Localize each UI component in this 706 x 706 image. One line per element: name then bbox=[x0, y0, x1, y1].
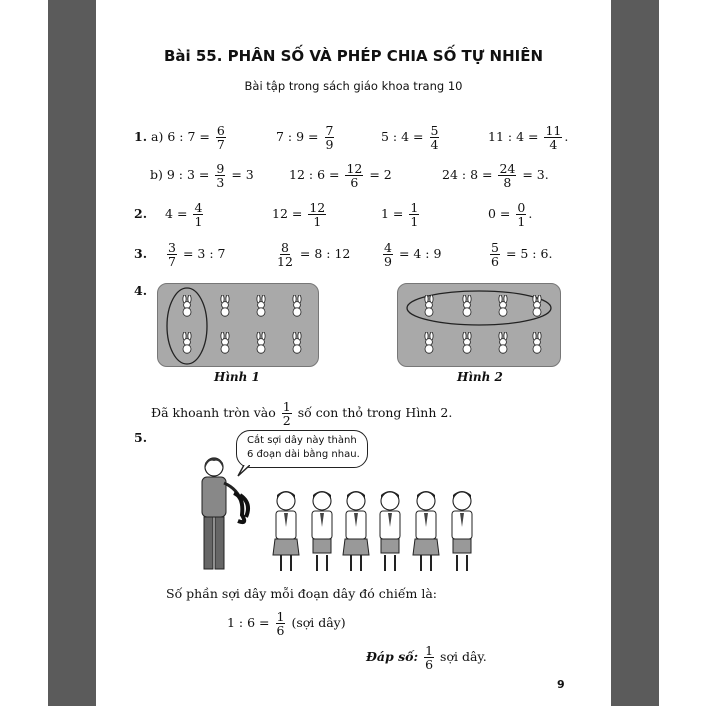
fraction: $\frac{3}{7}$ bbox=[168, 240, 176, 270]
equation-1a-2: 7 : 9 = $\frac{7}{9}$ bbox=[276, 123, 334, 153]
equation-3-4: $\frac{5}{6}$ = 5 : 6. bbox=[491, 240, 553, 270]
fraction: $\frac{1}{6}$ bbox=[276, 609, 285, 639]
equation-2-2: 12 = $\frac{12}{1}$ bbox=[272, 200, 326, 230]
equation-1a-1-lhs: 6 : 7 = bbox=[167, 129, 210, 145]
speech-bubble: Cắt sợi dây này thành 6 đoạn dài bằng nhau. bbox=[236, 430, 368, 468]
page-number: 9 bbox=[557, 678, 565, 691]
exercise-1a-row bbox=[134, 124, 228, 151]
rabbit-icon bbox=[530, 295, 544, 317]
exercise-5-label: 5. bbox=[134, 430, 148, 445]
rabbit-icon bbox=[530, 332, 544, 354]
fraction: $\frac{12}{6}$ bbox=[346, 161, 363, 191]
teacher-students-illustration bbox=[186, 455, 506, 573]
student-icon bbox=[380, 491, 400, 571]
exercise-1b-prefix: b) bbox=[150, 167, 163, 183]
fraction: $\frac{11}{4}$ bbox=[545, 123, 562, 153]
rabbit-icon bbox=[460, 295, 474, 317]
student-icon bbox=[273, 491, 299, 571]
page-title: Bài 55. PHÂN SỐ VÀ PHÉP CHIA SỐ TỰ NHIÊN bbox=[163, 47, 544, 65]
equation-1b-3: 24 : 8 = $\frac{24}{8}$ = 3. bbox=[442, 161, 549, 191]
rabbit-icon bbox=[290, 295, 304, 317]
equation-1b-1: b) 9 : 3 = $\frac{9}{3}$ = 3 bbox=[150, 161, 254, 191]
fraction: $\frac{4}{1}$ bbox=[194, 200, 203, 230]
rabbit-icon bbox=[180, 332, 194, 354]
equation-1a-3: 5 : 4 = $\frac{5}{4}$ bbox=[381, 123, 439, 153]
fraction: $\frac{5}{4}$ bbox=[430, 123, 439, 153]
student-icon bbox=[312, 491, 332, 571]
equation-2-3: 1 = $\frac{1}{1}$ bbox=[381, 200, 419, 230]
rabbit-icon bbox=[218, 332, 232, 354]
fraction: $\frac{9}{3}$ bbox=[216, 161, 225, 191]
figure-1-panel bbox=[157, 283, 319, 367]
page-subtitle: Bài tập trong sách giáo khoa trang 10 bbox=[244, 79, 463, 93]
fraction: $\frac{1}{2}$ bbox=[282, 399, 291, 429]
exercise-5-calculation: 1 : 6 = $\frac{1}{6}$ (sợi dây) bbox=[227, 609, 346, 639]
fraction: $\frac{24}{8}$ bbox=[499, 161, 516, 191]
exercise-1a-prefix: a) bbox=[151, 129, 164, 145]
student-icon bbox=[452, 491, 472, 571]
equation-2-1: 2. 4 = $\frac{4}{1}$ bbox=[134, 200, 203, 230]
right-margin-band bbox=[611, 0, 659, 706]
fraction: $\frac{8}{12}$ bbox=[277, 240, 293, 270]
exercise-5-answer: Đáp số: $\frac{1}{6}$ sợi dây. bbox=[366, 643, 487, 673]
fraction: $\frac{12}{1}$ bbox=[309, 200, 326, 230]
rabbit-icon bbox=[218, 295, 232, 317]
figure-1-caption: Hình 1 bbox=[214, 370, 260, 384]
exercise-5-statement: Số phần sợi dây mỗi đoạn dây đó chiếm là: bbox=[166, 586, 438, 601]
fraction: $\frac{6}{7}$ bbox=[216, 123, 225, 153]
rabbit-icon bbox=[496, 295, 510, 317]
figure-2-panel bbox=[397, 283, 561, 367]
exercise-1-label: 1. bbox=[134, 129, 148, 145]
exercise-2-label: 2. bbox=[134, 206, 148, 222]
student-icon bbox=[413, 491, 439, 571]
student-icon bbox=[343, 491, 369, 571]
equation-1a-4: 11 : 4 = $\frac{11}{4}$ . bbox=[488, 123, 569, 153]
equation-3-3: $\frac{4}{9}$ = 4 : 9 bbox=[384, 240, 442, 270]
rabbit-icon bbox=[254, 295, 268, 317]
rabbit-icon bbox=[422, 295, 436, 317]
students-group bbox=[273, 491, 472, 571]
exercise-4-label: 4. bbox=[134, 283, 148, 298]
fraction: $\frac{1}{6}$ bbox=[425, 643, 434, 673]
left-margin-band bbox=[48, 0, 96, 706]
rabbit-icon bbox=[180, 295, 194, 317]
fraction: $\frac{7}{9}$ bbox=[325, 123, 334, 153]
fraction: $\frac{5}{6}$ bbox=[491, 240, 499, 270]
exercise-3-label: 3. bbox=[134, 246, 148, 262]
fraction: $\frac{0}{1}$ bbox=[517, 200, 526, 230]
equation-3-2: $\frac{8}{12}$ = 8 : 12 bbox=[277, 240, 351, 270]
rabbit-icon bbox=[422, 332, 436, 354]
rabbit-icon bbox=[496, 332, 510, 354]
rabbit-icon bbox=[290, 332, 304, 354]
figure-2-caption: Hình 2 bbox=[457, 370, 503, 384]
fraction: $\frac{1}{1}$ bbox=[410, 200, 419, 230]
equation-3-1: 3. $\frac{3}{7}$ = 3 : 7 bbox=[134, 240, 226, 270]
equation-2-4: 0 = $\frac{0}{1}$ . bbox=[488, 200, 533, 230]
fraction: $\frac{4}{9}$ bbox=[384, 240, 392, 270]
rabbit-icon bbox=[460, 332, 474, 354]
textbook-page bbox=[96, 0, 611, 706]
rabbit-icon bbox=[254, 332, 268, 354]
equation-1b-2: 12 : 6 = $\frac{12}{6}$ = 2 bbox=[289, 161, 392, 191]
exercise-4-answer: Đã khoanh tròn vào $\frac{1}{2}$ số con thỏ trong Hình 2. bbox=[151, 399, 453, 429]
teacher-icon bbox=[202, 458, 248, 569]
